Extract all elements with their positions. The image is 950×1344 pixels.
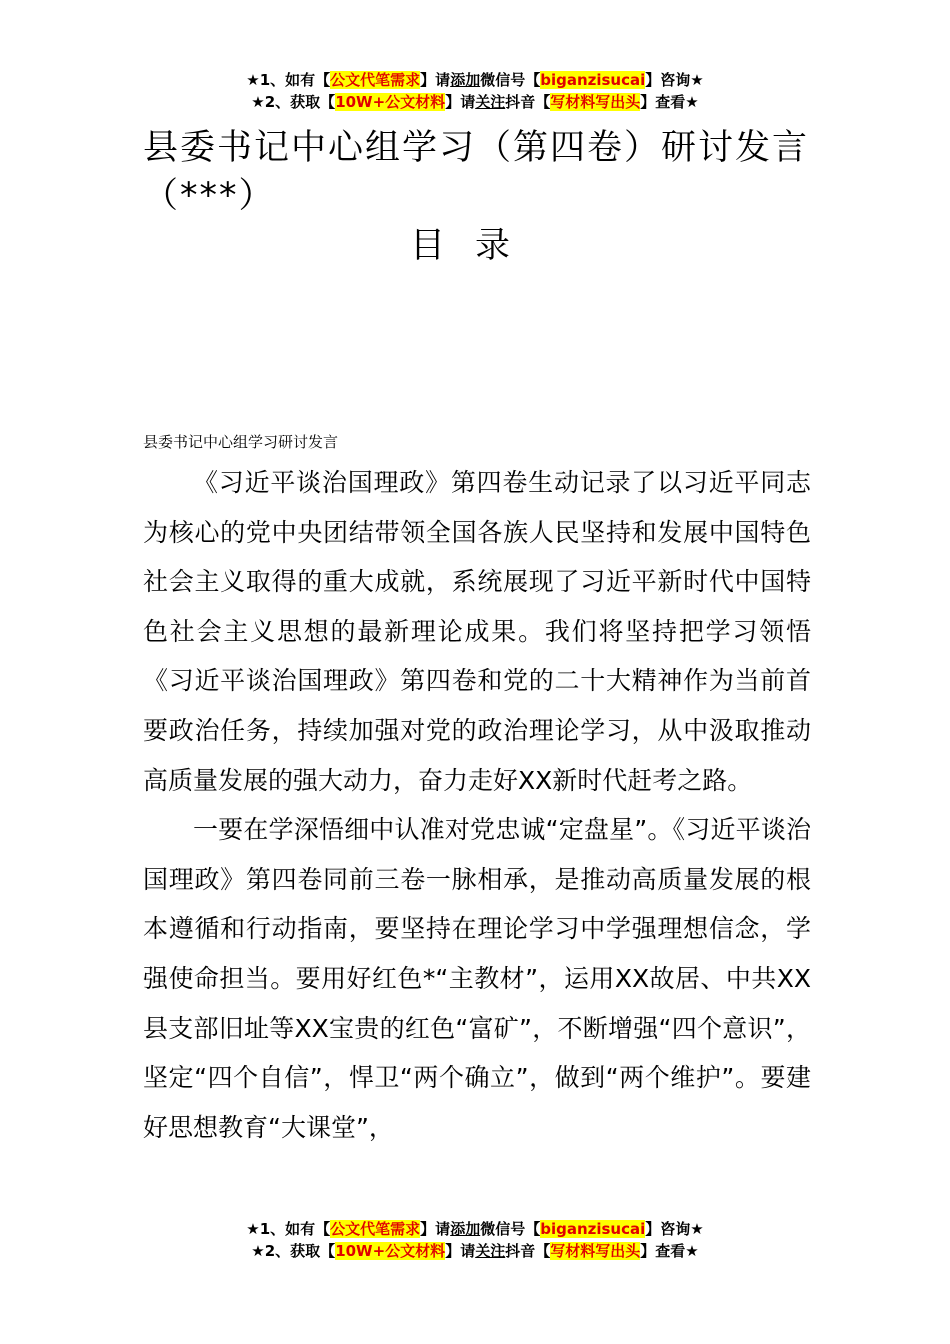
paragraph: 一要在学深悟细中认准对党忠诚“定盘星”。《习近平谈治国理政》第四卷同前三卷一脉相承，是推动高质量发展的根本遵循和行动指南，要坚持在理论学习中学强理想信念，学强使命担当。要用好红色*“主教材”，运用XX故居、中共XX县支部旧址等XX宝贵的红色“富矿”，不断增强“四个意识”，坚定“四个自信”，悍卫“两个确立”，做到“两个维护”。要建好思想教育“大课堂”，: [143, 815, 811, 1142]
promo-text: ★2、获取【: [251, 1242, 336, 1260]
section-subtitle: 县委书记中心组学习研讨发言: [143, 433, 339, 451]
toc-heading: 目录: [409, 226, 540, 266]
promo-line-1: [0, 69, 950, 91]
promo-highlight: 公文代笔需求: [330, 71, 421, 89]
promo-text: ★2、获取【: [251, 93, 336, 111]
promo-text: 】请: [420, 1220, 451, 1238]
promo-text: 】请: [445, 1242, 476, 1260]
promo-line-2: [0, 91, 950, 113]
paragraph: 《习近平谈治国理政》第四卷生动记录了以习近平同志为核心的党中央团结带领全国各族人民坚持和发展中国特色社会主义取得的重大成就，系统展现了习近平新时代中国特色社会主义思想的最新理论成果。我们将坚持把学习领悟《习近平谈治国理政》第四卷和党的二十大精神作为当前首要政治任务，持续加强对党的政治理论学习，从中汲取推动高质量发展的强大动力，奋力走好XX新时代赶考之路。: [143, 468, 811, 795]
document-title: 县委书记中心组学习（第四卷）研讨发言（***）: [143, 128, 810, 216]
promo-line-1: [0, 1218, 950, 1240]
promo-text: 】请: [420, 71, 451, 89]
promo-text: 抖音【: [505, 1242, 551, 1260]
promo-text: 】咨询★: [645, 1220, 704, 1238]
promo-line-2: [0, 1240, 950, 1262]
promo-emphasis: 关注: [475, 93, 506, 111]
douyin-account: 写材料写出头: [550, 93, 641, 111]
document-body: [143, 458, 811, 1152]
promo-highlight: 公文代笔需求: [330, 1220, 421, 1238]
wechat-id: biganzisucai: [540, 1220, 646, 1238]
promo-highlight: 10W+公文材料: [335, 93, 446, 111]
douyin-account: 写材料写出头: [550, 1242, 641, 1260]
promo-text: 抖音【: [505, 93, 551, 111]
promo-text: 】查看★: [640, 93, 699, 111]
promo-text: 】请: [445, 93, 476, 111]
wechat-id: biganzisucai: [540, 71, 646, 89]
promo-text: 】咨询★: [645, 71, 704, 89]
promo-text: ★1、如有【: [246, 1220, 331, 1238]
promo-highlight: 10W+公文材料: [335, 1242, 446, 1260]
promo-text: ★1、如有【: [246, 71, 331, 89]
promo-emphasis: 添加: [450, 1220, 481, 1238]
promo-banner-top: [0, 69, 950, 113]
promo-emphasis: 添加: [450, 71, 481, 89]
promo-text: 微信号【: [480, 1220, 541, 1238]
promo-banner-bottom: [0, 1218, 950, 1262]
promo-text: 】查看★: [640, 1242, 699, 1260]
promo-emphasis: 关注: [475, 1242, 506, 1260]
promo-text: 微信号【: [480, 71, 541, 89]
